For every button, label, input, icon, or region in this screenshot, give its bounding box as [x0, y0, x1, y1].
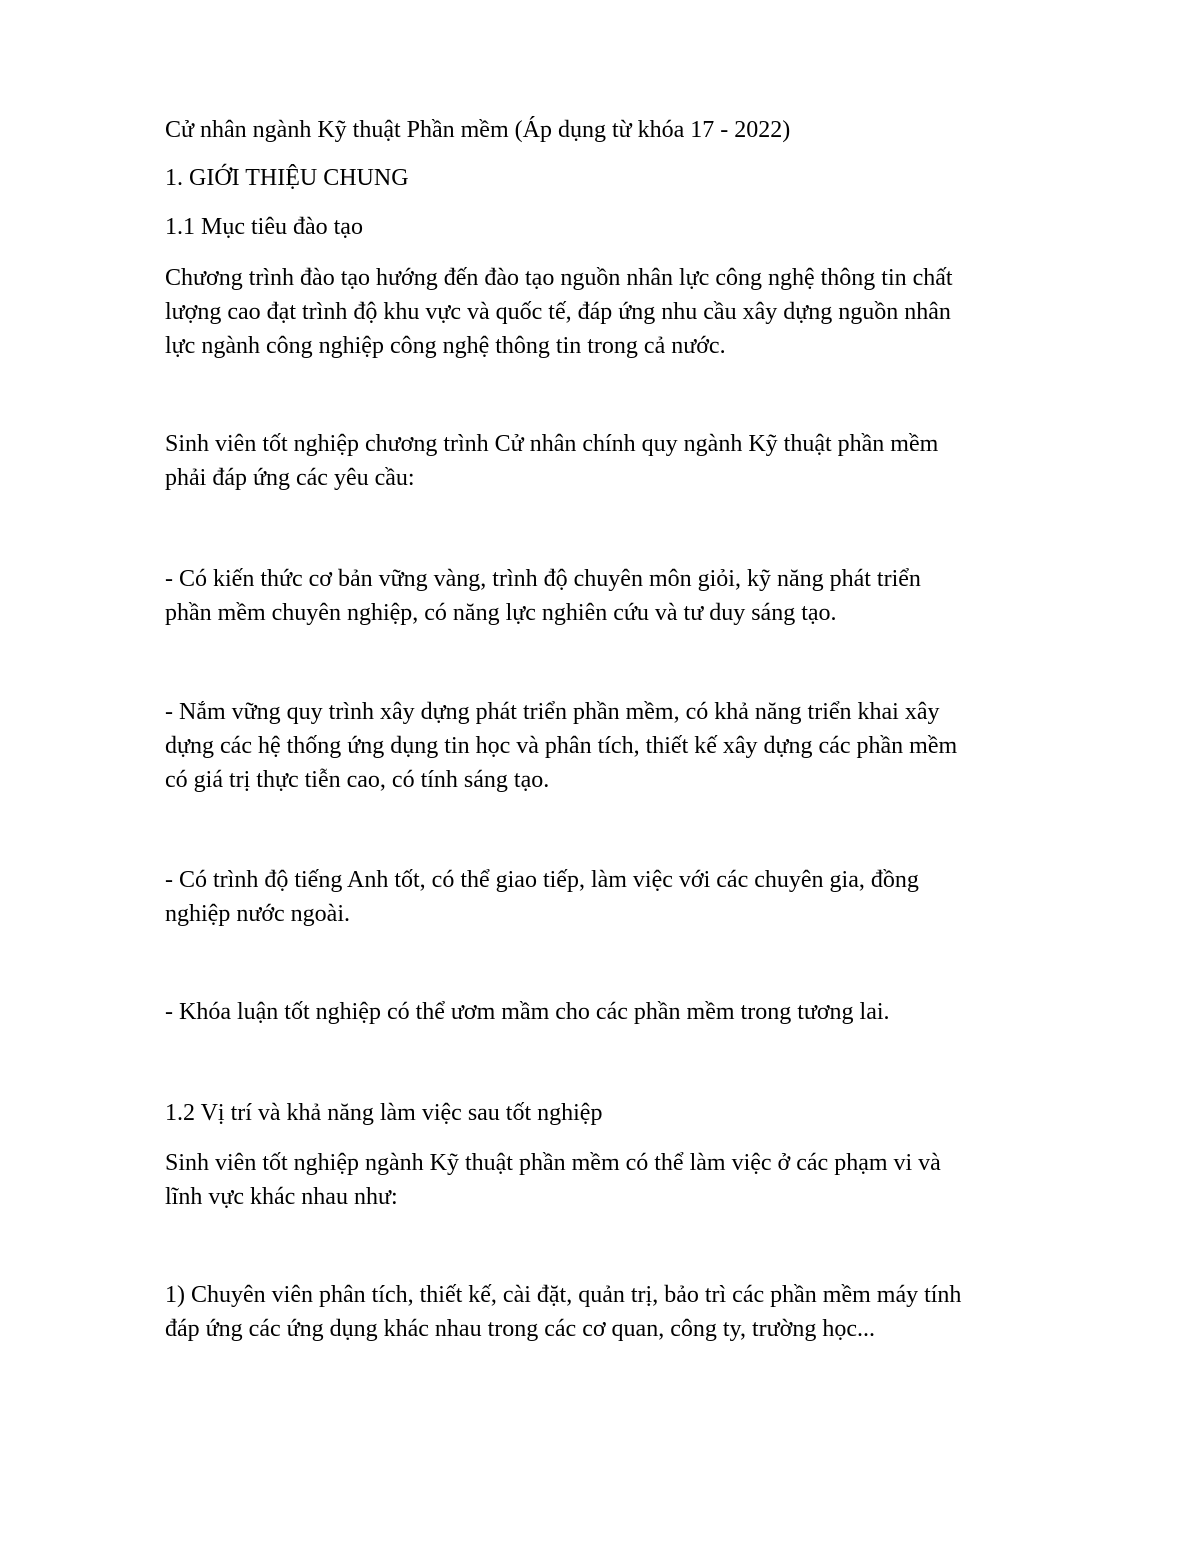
section-1-heading: 1. GIỚI THIỆU CHUNG	[165, 165, 409, 191]
paragraph-line: có giá trị thực tiễn cao, có tính sáng tạo.	[165, 767, 550, 793]
paragraph-line: lượng cao đạt trình độ khu vực và quốc tế, đáp ứng nhu cầu xây dựng nguồn nhân	[165, 299, 951, 325]
paragraph-line: - Có kiến thức cơ bản vững vàng, trình độ chuyên môn giỏi, kỹ năng phát triển	[165, 566, 921, 592]
paragraph-line: Sinh viên tốt nghiệp chương trình Cử nhân chính quy ngành Kỹ thuật phần mềm	[165, 431, 939, 457]
paragraph-line: lĩnh vực khác nhau như:	[165, 1184, 398, 1210]
section-1-1-heading: 1.1 Mục tiêu đào tạo	[165, 214, 363, 240]
paragraph-line: Chương trình đào tạo hướng đến đào tạo nguồn nhân lực công nghệ thông tin chất	[165, 265, 953, 291]
paragraph-line: đáp ứng các ứng dụng khác nhau trong các cơ quan, công ty, trường học...	[165, 1316, 875, 1342]
paragraph-line: Sinh viên tốt nghiệp ngành Kỹ thuật phần mềm có thể làm việc ở các phạm vi và	[165, 1150, 941, 1176]
document-title: Cử nhân ngành Kỹ thuật Phần mềm (Áp dụng từ khóa 17 - 2022)	[165, 117, 791, 143]
paragraph-line: nghiệp nước ngoài.	[165, 901, 350, 927]
paragraph-line: phần mềm chuyên nghiệp, có năng lực nghiên cứu và tư duy sáng tạo.	[165, 600, 837, 626]
section-1-2-heading: 1.2 Vị trí và khả năng làm việc sau tốt nghiệp	[165, 1100, 603, 1126]
paragraph-line: - Nắm vững quy trình xây dựng phát triển phần mềm, có khả năng triển khai xây	[165, 699, 940, 725]
paragraph-line: - Khóa luận tốt nghiệp có thể ươm mầm cho các phần mềm trong tương lai.	[165, 999, 890, 1025]
paragraph-line: 1) Chuyên viên phân tích, thiết kế, cài đặt, quản trị, bảo trì các phần mềm máy tính	[165, 1282, 962, 1308]
paragraph-line: phải đáp ứng các yêu cầu:	[165, 465, 415, 491]
paragraph-line: lực ngành công nghiệp công nghệ thông tin trong cả nước.	[165, 333, 726, 359]
paragraph-line: dựng các hệ thống ứng dụng tin học và phân tích, thiết kế xây dựng các phần mềm	[165, 733, 958, 759]
paragraph-line: - Có trình độ tiếng Anh tốt, có thể giao tiếp, làm việc với các chuyên gia, đồng	[165, 867, 919, 893]
